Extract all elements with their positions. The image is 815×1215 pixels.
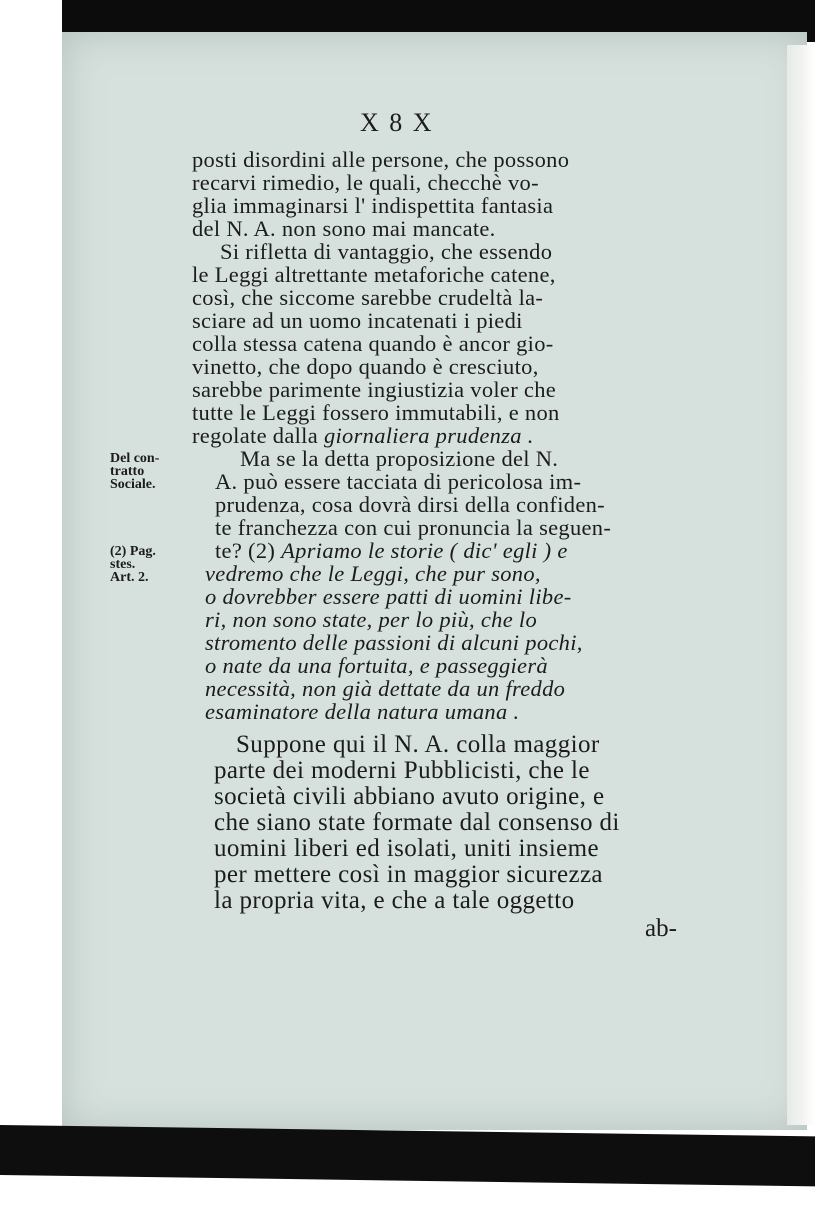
text-line: sciare ad un uomo incatenati i piedi <box>192 308 523 333</box>
quote-line: esaminatore della natura umana . <box>205 699 520 724</box>
scan-shadow-bottom <box>0 1125 815 1186</box>
text-line: Suppone qui il N. A. colla maggior <box>236 731 600 758</box>
text-line: per mettere così in maggior sicurezza <box>214 861 603 888</box>
margin-note-line: Art. 2. <box>110 570 149 585</box>
text-line: la propria vita, e che a tale oggetto <box>214 887 575 914</box>
italic-quote: Apriamo le storie ( dic' egli ) e <box>281 538 568 563</box>
text-line: Ma se la detta proposizione del N. <box>240 446 559 471</box>
text-line: prudenza, cosa dovrà dirsi della confiden- <box>215 492 605 517</box>
text-line: parte dei moderni Pubblicisti, che le <box>214 757 590 784</box>
margin-note-line: (2) Pag. <box>110 544 156 559</box>
text-line: così, che siccome sarebbe crudeltà la- <box>192 285 544 310</box>
text-line: che siano state formate dal consenso di <box>214 809 620 836</box>
text-line: società civili abbiano avuto origine, e <box>214 783 605 810</box>
text-line: vinetto, che dopo quando è cresciuto, <box>192 354 539 379</box>
text-line: Si rifletta di vantaggio, che essendo <box>220 239 553 264</box>
margin-note-contratto <box>110 452 159 491</box>
margin-note-line: tratto <box>110 464 145 479</box>
text-line: del N. A. non sono mai mancate. <box>192 216 496 241</box>
text-line: uomini liberi ed isolati, uniti insieme <box>214 835 599 862</box>
catchword: ab- <box>645 915 677 942</box>
italic-phrase: giornaliera prudenza . <box>323 423 534 448</box>
quote-line: o dovrebber essere patti di uomini libe- <box>205 584 572 609</box>
text-fragment: regolate dalla <box>192 423 319 448</box>
text-line <box>215 539 568 563</box>
text-line: A. può essere tacciata di pericolosa im- <box>215 469 582 494</box>
text-line: le Leggi altrettante metaforiche catene, <box>192 262 556 287</box>
text-line: tutte le Leggi fossero immutabili, e non <box>192 400 560 425</box>
text-line <box>192 424 534 448</box>
margin-note-line: Sociale. <box>110 477 156 492</box>
text-line: posti disordini alle persone, che possono <box>192 147 570 172</box>
margin-note-line: stes. <box>110 557 136 572</box>
scan-background-left <box>0 0 62 1125</box>
text-line: recarvi rimedio, le quali, checchè vo- <box>192 170 539 195</box>
page-edge <box>787 45 815 1125</box>
quote-line: necessità, non già dettate da un freddo <box>205 676 566 701</box>
margin-note-pag <box>110 545 156 584</box>
quote-line: o nate da una fortuita, e passeggierà <box>205 653 548 678</box>
text-line: sarebbe parimente ingiustizia voler che <box>192 377 557 402</box>
text-fragment: te? (2) <box>215 538 276 563</box>
text-line: glia immaginarsi l' indispettita fantasia <box>192 193 554 218</box>
text-line: colla stessa catena quando è ancor gio- <box>192 331 554 356</box>
margin-note-line: Del con- <box>110 451 160 466</box>
quote-line: stromento delle passioni di alcuni pochi, <box>205 630 583 655</box>
quote-line: ri, non sono state, per lo più, che lo <box>205 607 538 632</box>
page-header: X 8 X <box>360 108 434 137</box>
text-line: te franchezza con cui pronuncia la seguen- <box>215 515 612 540</box>
quote-line: vedremo che le Leggi, che pur sono, <box>205 561 541 586</box>
